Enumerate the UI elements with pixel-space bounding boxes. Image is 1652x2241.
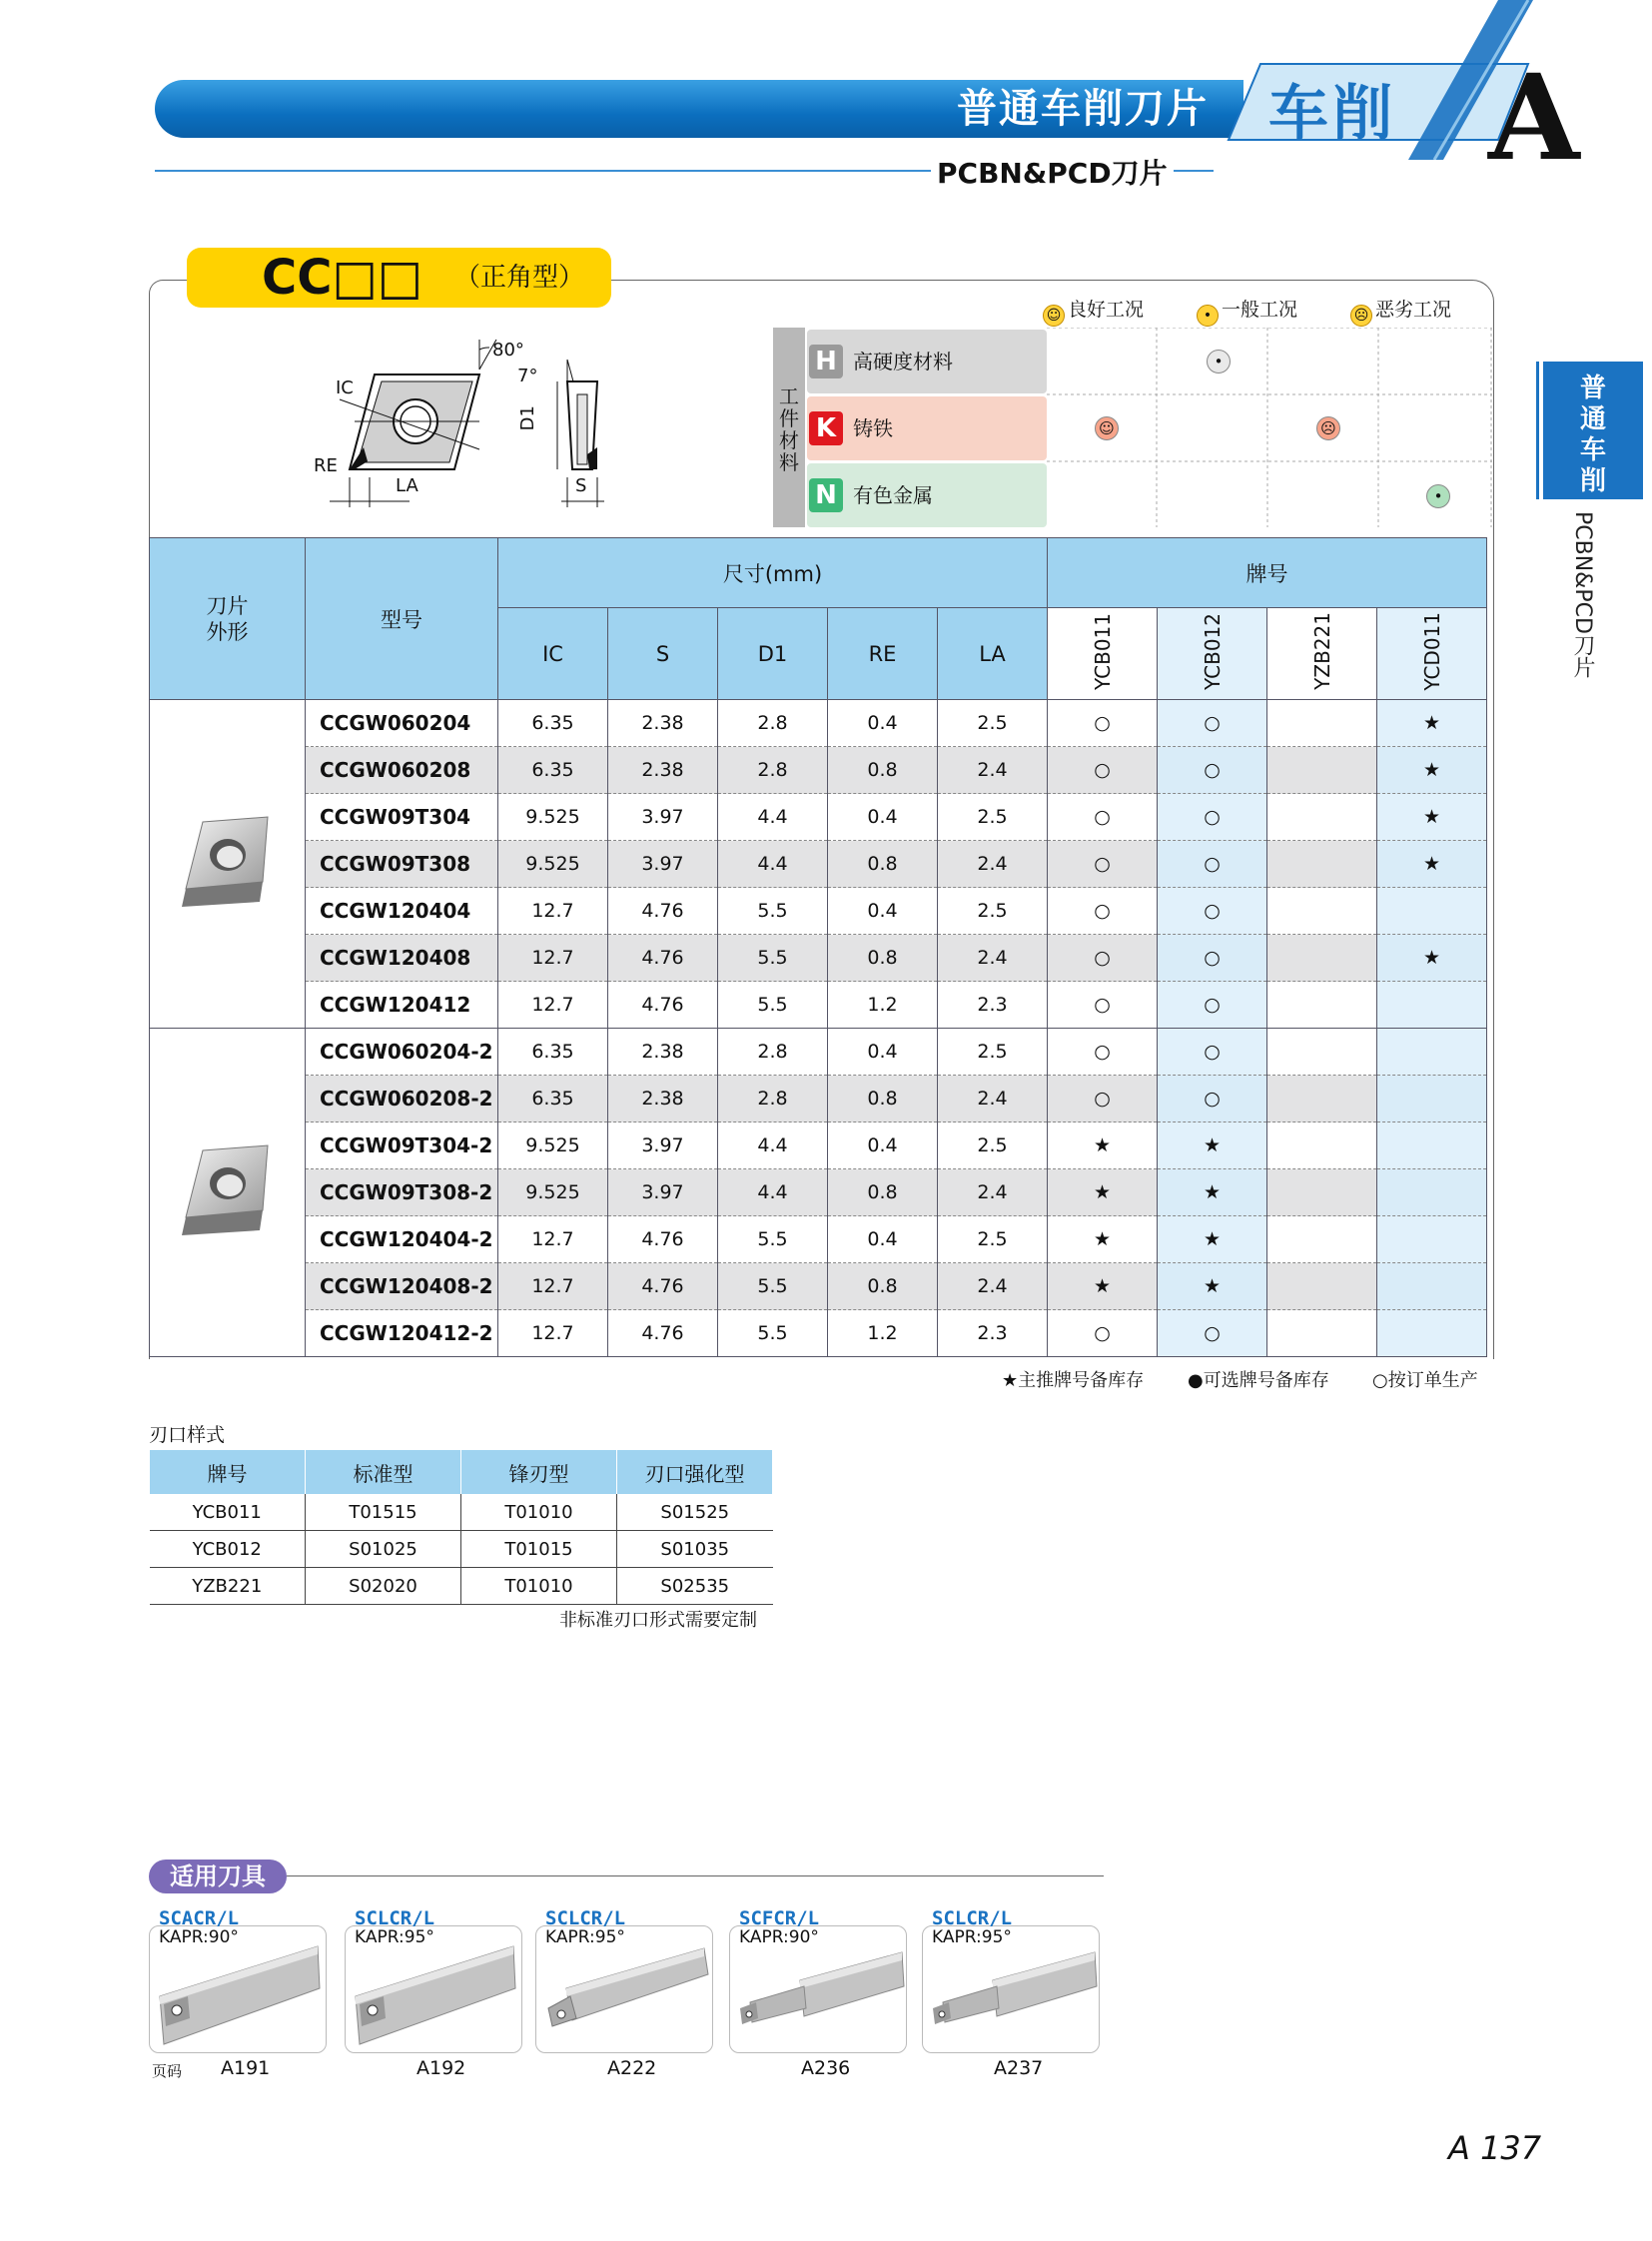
- dim-cell: 2.38: [608, 700, 718, 747]
- model-cell: CCGW120412: [306, 982, 498, 1029]
- material-row-bg: [807, 330, 1047, 393]
- dim-cell: 0.4: [828, 1122, 938, 1169]
- side-tab[interactable]: [1543, 362, 1643, 499]
- side-tab-char: 车: [1579, 435, 1606, 465]
- tools-title: 适用刀具: [149, 1860, 287, 1893]
- grade-mark-cell: ○: [1158, 888, 1267, 935]
- edge-cell: YCB011: [150, 1494, 306, 1531]
- tool-name: SCFCR/L: [739, 1907, 820, 1929]
- edge-cell: S02020: [306, 1568, 461, 1605]
- dim-cell: 2.4: [938, 1263, 1048, 1310]
- insert-photo-icon: [168, 1135, 288, 1245]
- edge-cell: S02535: [617, 1568, 773, 1605]
- dim-cell: 3.97: [608, 1122, 718, 1169]
- dim-cell: 0.8: [828, 1076, 938, 1122]
- grade-mark-cell: ○: [1048, 794, 1158, 841]
- grade-mark-cell: ★: [1048, 1122, 1158, 1169]
- edge-cell: S01035: [617, 1531, 773, 1568]
- dim-label-d1: D1: [517, 405, 538, 431]
- dim-cell: 4.76: [608, 1216, 718, 1263]
- dim-cell: 12.7: [498, 888, 608, 935]
- bad-face-icon: ☹: [1316, 416, 1340, 440]
- dim-cell: 2.4: [938, 935, 1048, 982]
- dim-cell: 12.7: [498, 935, 608, 982]
- col-grade-header: YCB011: [1048, 608, 1158, 700]
- dim-cell: 0.4: [828, 1216, 938, 1263]
- dim-cell: 5.5: [718, 1263, 828, 1310]
- grade-mark-cell: [1377, 982, 1487, 1029]
- grade-mark-cell: [1267, 794, 1377, 841]
- col-re-header: RE: [828, 608, 938, 700]
- header-tab: 车削: [1268, 79, 1396, 149]
- insert-spec-table: [149, 537, 1487, 1357]
- dim-cell: 0.4: [828, 700, 938, 747]
- dim-cell: 4.76: [608, 888, 718, 935]
- dim-cell: 4.4: [718, 794, 828, 841]
- dim-cell: 2.8: [718, 700, 828, 747]
- model-cell: CCGW09T304-2: [306, 1122, 498, 1169]
- grade-mark-cell: ○: [1158, 1029, 1267, 1076]
- table-row: [150, 794, 1487, 841]
- dim-cell: 4.76: [608, 1310, 718, 1357]
- material-h-icon: H: [809, 345, 843, 378]
- condition-label: 恶劣工况: [1375, 299, 1452, 321]
- tool-page-ref[interactable]: A236: [801, 2057, 851, 2079]
- edge-col-standard: 标准型: [306, 1450, 461, 1494]
- tool-page-ref[interactable]: A192: [416, 2057, 466, 2079]
- dim-cell: 3.97: [608, 1169, 718, 1216]
- dim-label-la: LA: [396, 475, 418, 496]
- grade-mark-cell: ★: [1377, 700, 1487, 747]
- dim-cell: 2.38: [608, 1076, 718, 1122]
- side-tab-char: 普: [1579, 374, 1606, 403]
- tool-kapr: KAPR:95°: [932, 1927, 1012, 1947]
- edge-cell: S01525: [617, 1494, 773, 1531]
- dim-cell: 4.4: [718, 1122, 828, 1169]
- col-model-header: 型号: [306, 538, 498, 700]
- grade-mark-cell: [1377, 1263, 1487, 1310]
- tool-kapr: KAPR:95°: [355, 1927, 434, 1947]
- grade-mark-cell: ○: [1048, 700, 1158, 747]
- tool-page-ref[interactable]: A191: [221, 2057, 271, 2079]
- table-row: [150, 1169, 1487, 1216]
- table-row: [150, 888, 1487, 935]
- model-cell: CCGW060204: [306, 700, 498, 747]
- grade-mark-cell: ★: [1377, 935, 1487, 982]
- grade-mark-cell: [1267, 1310, 1377, 1357]
- tool-name: SCLCR/L: [355, 1907, 435, 1929]
- grade-mark-cell: ★: [1048, 1263, 1158, 1310]
- tool-name: SCLCR/L: [545, 1907, 626, 1929]
- grade-mark-cell: [1267, 888, 1377, 935]
- edge-cell: S01025: [306, 1531, 461, 1568]
- grade-mark-cell: ★: [1048, 1169, 1158, 1216]
- col-grade-header: YCB012: [1158, 608, 1267, 700]
- grade-mark-cell: ★: [1048, 1216, 1158, 1263]
- dim-cell: 0.8: [828, 1263, 938, 1310]
- dim-label-relief: 7°: [517, 366, 538, 386]
- edge-cell: T01010: [461, 1568, 617, 1605]
- tool-page-ref[interactable]: A222: [607, 2057, 657, 2079]
- edge-col-sharp: 锋刃型: [461, 1450, 617, 1494]
- dim-cell: 12.7: [498, 982, 608, 1029]
- side-vertical-label: PCBN&PCD刀片: [1570, 511, 1595, 678]
- model-cell: CCGW09T304: [306, 794, 498, 841]
- edge-cell: T01015: [461, 1531, 617, 1568]
- edge-style-table: [149, 1450, 773, 1605]
- grade-mark-cell: ★: [1377, 747, 1487, 794]
- mid-face-icon: •: [1207, 350, 1231, 374]
- dim-cell: 2.5: [938, 1216, 1048, 1263]
- grade-mark-cell: ○: [1158, 982, 1267, 1029]
- grade-mark-cell: ○: [1048, 841, 1158, 888]
- dim-cell: 5.5: [718, 935, 828, 982]
- dim-cell: 1.2: [828, 982, 938, 1029]
- dim-cell: 2.5: [938, 700, 1048, 747]
- grade-mark-cell: [1377, 1029, 1487, 1076]
- col-grade-header: YZB221: [1267, 608, 1377, 700]
- mid-face-icon: •: [1197, 305, 1219, 327]
- dim-cell: 9.525: [498, 841, 608, 888]
- insert-shape-cell: [150, 700, 306, 1029]
- col-shape-header: 刀片外形: [150, 538, 306, 700]
- dim-cell: 9.525: [498, 1169, 608, 1216]
- edge-cell: YZB221: [150, 1568, 306, 1605]
- grade-mark-cell: [1267, 1263, 1377, 1310]
- grade-mark-cell: ★: [1158, 1263, 1267, 1310]
- table-row: [150, 841, 1487, 888]
- tools-divider: [287, 1875, 1104, 1876]
- model-cell: CCGW09T308: [306, 841, 498, 888]
- dim-cell: 6.35: [498, 1076, 608, 1122]
- dim-label-s: S: [575, 475, 587, 496]
- grade-mark-cell: [1267, 1029, 1377, 1076]
- grade-mark-cell: ★: [1158, 1169, 1267, 1216]
- good-face-icon: ☺: [1095, 416, 1119, 440]
- dim-cell: 2.4: [938, 841, 1048, 888]
- grade-mark-cell: ○: [1048, 888, 1158, 935]
- grade-mark-cell: [1267, 841, 1377, 888]
- good-face-icon: ☺: [1043, 305, 1065, 327]
- dim-cell: 9.525: [498, 794, 608, 841]
- model-cell: CCGW120408-2: [306, 1263, 498, 1310]
- condition-label: 良好工况: [1068, 299, 1145, 321]
- dim-cell: 2.4: [938, 1076, 1048, 1122]
- dim-cell: 1.2: [828, 1310, 938, 1357]
- dim-cell: 2.8: [718, 747, 828, 794]
- dim-cell: 0.8: [828, 841, 938, 888]
- model-cell: CCGW120408: [306, 935, 498, 982]
- dim-cell: 12.7: [498, 1310, 608, 1357]
- grade-mark-cell: [1267, 982, 1377, 1029]
- tool-kapr: KAPR:90°: [159, 1927, 239, 1947]
- dim-cell: 5.5: [718, 1310, 828, 1357]
- dim-cell: 2.4: [938, 747, 1048, 794]
- dim-cell: 4.4: [718, 841, 828, 888]
- insert-photo-icon: [168, 807, 288, 917]
- table-row: [150, 1216, 1487, 1263]
- grade-mark-cell: ○: [1158, 935, 1267, 982]
- condition-label: 一般工况: [1222, 299, 1298, 321]
- insert-type-name: （正角型）: [454, 263, 585, 293]
- condition-mid: [1197, 297, 1297, 323]
- dim-cell: 6.35: [498, 747, 608, 794]
- bad-face-icon: ☹: [1350, 305, 1372, 327]
- grade-mark-cell: [1267, 700, 1377, 747]
- dim-cell: 2.38: [608, 747, 718, 794]
- model-cell: CCGW120404-2: [306, 1216, 498, 1263]
- grade-mark-cell: ○: [1158, 747, 1267, 794]
- grade-mark-cell: ○: [1158, 841, 1267, 888]
- table-row: [150, 982, 1487, 1029]
- grade-mark-cell: [1267, 747, 1377, 794]
- dim-cell: 0.8: [828, 747, 938, 794]
- table-row: [150, 935, 1487, 982]
- grade-mark-cell: ○: [1048, 982, 1158, 1029]
- dim-cell: 3.97: [608, 794, 718, 841]
- grade-mark-cell: ○: [1048, 1029, 1158, 1076]
- grade-mark-cell: [1267, 1169, 1377, 1216]
- dim-cell: 12.7: [498, 1216, 608, 1263]
- dim-cell: 4.76: [608, 982, 718, 1029]
- material-row-h: [807, 330, 1047, 393]
- edge-cell: YCB012: [150, 1531, 306, 1568]
- grade-mark-cell: ○: [1048, 1310, 1158, 1357]
- material-name: 铸铁: [853, 416, 893, 440]
- dim-cell: 5.5: [718, 1216, 828, 1263]
- col-la-header: LA: [938, 608, 1048, 700]
- table-row: [150, 747, 1487, 794]
- grade-mark-cell: ○: [1158, 1076, 1267, 1122]
- dim-cell: 4.76: [608, 935, 718, 982]
- material-label: 工件材料: [779, 384, 799, 474]
- dim-cell: 2.5: [938, 1029, 1048, 1076]
- material-row-bg: [807, 396, 1047, 460]
- model-cell: CCGW060204-2: [306, 1029, 498, 1076]
- material-k-icon: K: [809, 411, 843, 445]
- table-row: [150, 1029, 1487, 1076]
- grade-mark-cell: [1377, 1122, 1487, 1169]
- model-cell: CCGW060208: [306, 747, 498, 794]
- col-d1-header: D1: [718, 608, 828, 700]
- grade-mark-cell: [1377, 1216, 1487, 1263]
- table-row: [150, 1568, 773, 1605]
- header-subtitle: PCBN&PCD刀片: [931, 152, 1174, 192]
- grade-mark-cell: ○: [1158, 794, 1267, 841]
- insert-type-code: CC□□: [262, 250, 423, 306]
- grade-mark-cell: ★: [1158, 1122, 1267, 1169]
- material-name: 高硬度材料: [853, 350, 953, 374]
- col-grade-header: YCD011: [1377, 608, 1487, 700]
- grade-mark-cell: [1267, 1076, 1377, 1122]
- insert-shape-cell: [150, 1029, 306, 1357]
- edge-col-reinforced: 刃口强化型: [617, 1450, 773, 1494]
- tool-kapr: KAPR:95°: [545, 1927, 625, 1947]
- dim-cell: 5.5: [718, 888, 828, 935]
- model-cell: CCGW120412-2: [306, 1310, 498, 1357]
- grade-mark-cell: [1377, 888, 1487, 935]
- edge-col-grade: 牌号: [150, 1450, 306, 1494]
- header-title: 普通车削刀片: [957, 86, 1209, 132]
- tool-name: SCACR/L: [159, 1907, 240, 1929]
- dim-cell: 6.35: [498, 1029, 608, 1076]
- legend-recommended: ★主推牌号备库存: [1002, 1370, 1145, 1391]
- page-number: A 137: [1448, 2129, 1542, 2167]
- grade-mark-cell: ○: [1158, 1310, 1267, 1357]
- col-s-header: S: [608, 608, 718, 700]
- table-row: [150, 1076, 1487, 1122]
- dim-cell: 2.38: [608, 1029, 718, 1076]
- model-cell: CCGW060208-2: [306, 1076, 498, 1122]
- dim-cell: 0.8: [828, 1169, 938, 1216]
- material-row-n: [807, 463, 1047, 527]
- col-dims-header: 尺寸(mm): [498, 538, 1048, 608]
- dim-label-re: RE: [314, 455, 338, 476]
- dim-cell: 0.4: [828, 794, 938, 841]
- dim-cell: 2.5: [938, 1122, 1048, 1169]
- dim-cell: 12.7: [498, 1263, 608, 1310]
- dim-cell: 0.4: [828, 888, 938, 935]
- dim-cell: 2.3: [938, 982, 1048, 1029]
- table-row: [150, 1122, 1487, 1169]
- grade-mark-cell: ★: [1377, 841, 1487, 888]
- dim-cell: 2.8: [718, 1076, 828, 1122]
- tool-name: SCLCR/L: [932, 1907, 1013, 1929]
- dim-cell: 0.4: [828, 1029, 938, 1076]
- dim-cell: 0.8: [828, 935, 938, 982]
- edge-style-title: 刃口样式: [149, 1424, 226, 1446]
- tool-page-ref[interactable]: A237: [994, 2057, 1044, 2079]
- grade-mark-cell: ○: [1158, 700, 1267, 747]
- dim-label-angle: 80°: [492, 340, 524, 361]
- dim-cell: 2.3: [938, 1310, 1048, 1357]
- table-row: [150, 1263, 1487, 1310]
- dim-cell: 2.5: [938, 888, 1048, 935]
- table-row: [150, 700, 1487, 747]
- edge-cell: T01010: [461, 1494, 617, 1531]
- dim-cell: 2.8: [718, 1029, 828, 1076]
- grade-mark-cell: [1267, 1122, 1377, 1169]
- grade-mark-cell: [1267, 1216, 1377, 1263]
- legend-to-order: ○按订单生产: [1372, 1370, 1478, 1391]
- dim-cell: 2.4: [938, 1169, 1048, 1216]
- model-cell: CCGW09T308-2: [306, 1169, 498, 1216]
- dim-label-ic: IC: [336, 377, 354, 398]
- page-ref-label: 页码: [152, 2062, 183, 2080]
- col-ic-header: IC: [498, 608, 608, 700]
- grade-mark-cell: [1377, 1310, 1487, 1357]
- model-cell: CCGW120404: [306, 888, 498, 935]
- condition-good: [1043, 297, 1144, 323]
- side-tab-char: 通: [1579, 404, 1606, 434]
- table-row: [150, 1531, 773, 1568]
- grade-mark-cell: [1267, 935, 1377, 982]
- side-tab-char: 削: [1579, 466, 1606, 496]
- grade-mark-cell: ★: [1377, 794, 1487, 841]
- material-row-bg: [807, 463, 1047, 527]
- condition-bad: [1350, 297, 1451, 323]
- grade-mark-cell: ★: [1158, 1216, 1267, 1263]
- table-row: [150, 1494, 773, 1531]
- dim-cell: 3.97: [608, 841, 718, 888]
- grade-mark-cell: [1377, 1076, 1487, 1122]
- material-name: 有色金属: [853, 483, 933, 507]
- side-tab-accent: [1536, 362, 1539, 499]
- legend-optional: ●可选牌号备库存: [1188, 1370, 1329, 1391]
- mid-face-icon: •: [1426, 484, 1450, 508]
- grade-mark-cell: [1377, 1169, 1487, 1216]
- edge-cell: T01515: [306, 1494, 461, 1531]
- grade-mark-cell: ○: [1048, 935, 1158, 982]
- table-row: [150, 1310, 1487, 1357]
- dim-cell: 4.4: [718, 1169, 828, 1216]
- dim-cell: 4.76: [608, 1263, 718, 1310]
- tool-kapr: KAPR:90°: [739, 1927, 819, 1947]
- edge-note: 非标准刃口形式需要定制: [559, 1610, 757, 1631]
- dim-cell: 2.5: [938, 794, 1048, 841]
- section-letter: A: [1488, 48, 1580, 187]
- dim-cell: 9.525: [498, 1122, 608, 1169]
- grade-mark-cell: ○: [1048, 747, 1158, 794]
- material-n-icon: N: [809, 478, 843, 512]
- col-grades-header: 牌号: [1048, 538, 1487, 608]
- dim-cell: 6.35: [498, 700, 608, 747]
- grade-mark-cell: ○: [1048, 1076, 1158, 1122]
- dim-cell: 5.5: [718, 982, 828, 1029]
- material-row-k: [807, 396, 1047, 460]
